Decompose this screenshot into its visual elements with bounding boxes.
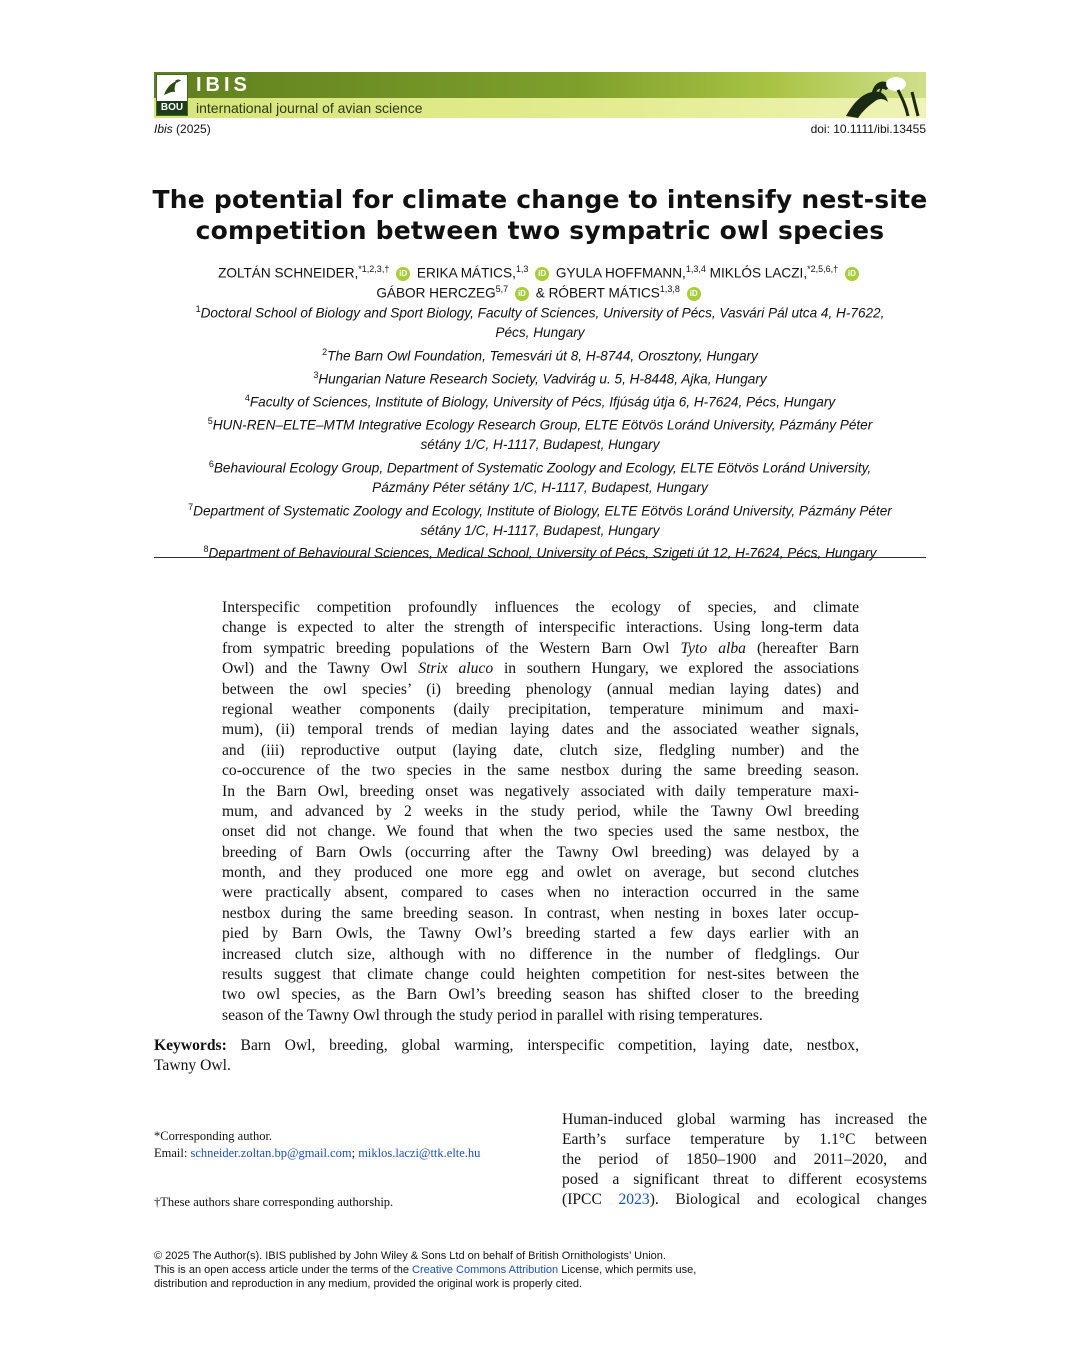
affiliation-item xyxy=(150,412,930,435)
body-text: (IPCC xyxy=(562,1191,602,1208)
affiliation-text: Hungarian Nature Research Society, Vadvirág u. 5, H-8448, Ajka, Hungary xyxy=(318,371,767,387)
introduction-column xyxy=(562,1110,927,1210)
abstract-line xyxy=(222,659,859,679)
affiliation-text: Department of Systematic Zoology and Ecology, Institute of Biology, ELTE Eötvös Loránd University, Pázmány Péter xyxy=(193,503,892,519)
email-link[interactable]: schneider.zoltan.bp@gmail.com xyxy=(190,1146,352,1160)
affiliation-item xyxy=(150,366,930,389)
body-line: Earth’s surface temperature by 1.1°C between xyxy=(562,1131,927,1148)
abstract-line: month, and they produced one more egg and owlet on average, but second clutches xyxy=(222,864,859,882)
affiliation-number: 5 xyxy=(207,416,213,427)
keywords xyxy=(154,1036,859,1076)
affiliation-item xyxy=(150,435,930,455)
author-name: ZOLTÁN SCHNEIDER, xyxy=(218,265,359,281)
affiliation-text: Pécs, Hungary xyxy=(495,325,585,341)
affiliation-item xyxy=(150,455,930,478)
license-line xyxy=(154,1263,926,1277)
abstract-line: onset did not change. We found that when the two species used the same nestbox, the xyxy=(222,823,859,841)
bou-logo xyxy=(156,74,188,116)
shared-authorship-note: †These authors share corresponding authorship. xyxy=(154,1195,394,1209)
author-name: GYULA HOFFMANN, xyxy=(555,265,686,281)
journal-name: IBIS xyxy=(196,74,251,96)
doi[interactable]: doi: 10.1111/ibi.13455 xyxy=(810,122,926,136)
author-affil-sup: *2,5,6,† xyxy=(807,264,839,274)
abstract-text: (hereafter Barn xyxy=(757,639,859,657)
license-link[interactable]: Creative Commons Attribution xyxy=(412,1264,559,1276)
author-affil-sup: 5,7 xyxy=(495,284,509,294)
citation-journal: Ibis xyxy=(154,122,173,136)
species-name: Tyto alba xyxy=(680,639,746,657)
body-line: the period of 1850–1900 and 2011–2020, and xyxy=(562,1151,927,1168)
abstract-line: between the owl species’ (i) breeding phenology (annual median laying dates) and xyxy=(222,680,859,698)
abstract-line: Interspecific competition profoundly influences the ecology of species, and climate xyxy=(222,599,859,616)
footnotes xyxy=(154,1128,534,1211)
title-line: The potential for climate change to intensify nest-site xyxy=(152,185,928,214)
affiliation-number: 4 xyxy=(244,392,250,403)
license-notice xyxy=(154,1249,926,1291)
abstract-line: mum), (ii) temporal trends of median laying dates and the associated weather signals, xyxy=(222,721,859,739)
keywords-label: Keywords: xyxy=(154,1037,227,1054)
abstract-line xyxy=(222,639,859,659)
license-text: This is an open access article under the terms of the xyxy=(154,1264,409,1276)
author-affil-sup: *1,2,3,† xyxy=(358,264,390,274)
abstract-line: regional weather components (daily precipitation, temperature minimum and maxi- xyxy=(222,700,859,718)
orcid-icon[interactable]: iD xyxy=(845,267,859,281)
body-line: Human-induced global warming has increased the xyxy=(562,1111,927,1128)
citation-year: (2025) xyxy=(176,122,211,136)
author-affil-sup: 1,3 xyxy=(515,264,529,274)
abstract-text: Owl) and the Tawny Owl xyxy=(222,660,408,678)
abstract-line: season of the Tawny Owl through the study period in parallel with rising temperatures. xyxy=(222,1006,763,1024)
email-separator: ; xyxy=(351,1146,356,1160)
author-name: & RÓBERT MÁTICS xyxy=(535,285,660,301)
affiliation-text: HUN-REN–ELTE–MTM Integrative Ecology Research Group, ELTE Eötvös Loránd University, Pázmány Péter xyxy=(212,417,873,433)
affiliation-item xyxy=(150,540,930,563)
corresponding-author-note: *Corresponding author. xyxy=(154,1129,273,1143)
affiliation-text: Pázmány Péter sétány 1/C, H-1117, Budapest, Hungary xyxy=(372,479,708,495)
orcid-icon[interactable]: iD xyxy=(535,267,549,281)
affiliations xyxy=(150,300,930,563)
citation-link[interactable]: 2023 xyxy=(618,1191,650,1208)
body-line xyxy=(562,1190,927,1210)
abstract-line: In the Barn Owl, breeding onset was negatively associated with daily temperature maxi- xyxy=(222,782,859,800)
affiliation-item xyxy=(150,300,930,323)
abstract xyxy=(222,598,859,1026)
author-affil-sup: 1,3,4 xyxy=(685,264,706,274)
affiliation-text: sétány 1/C, H-1117, Budapest, Hungary xyxy=(420,522,660,538)
abstract-line: pied by Barn Owls, the Tawny Owl’s breeding started a few days earlier with an xyxy=(222,925,859,943)
affiliation-item xyxy=(150,323,930,343)
abstract-text: in southern Hungary, we explored the associations xyxy=(503,660,859,678)
header-divider xyxy=(154,557,926,558)
keywords-line xyxy=(154,1036,859,1056)
keywords-line: Tawny Owl. xyxy=(154,1057,231,1074)
abstract-line: increased clutch size, although with no difference in the number of fledglings. Our xyxy=(222,945,859,963)
journal-tagline: international journal of avian science xyxy=(196,100,423,116)
orcid-icon[interactable]: iD xyxy=(687,287,701,301)
affiliation-item xyxy=(150,343,930,366)
bird-logo-icon xyxy=(161,77,183,101)
abstract-line: two owl species, as the Barn Owl’s breeding season has shifted closer to the breeding xyxy=(222,986,859,1004)
email-line xyxy=(154,1145,534,1162)
abstract-line: were practically absent, compared to cases when no interaction occurred in the same xyxy=(222,884,859,902)
abstract-line: results suggest that climate change could heighten competition for nest-sites between the xyxy=(222,966,859,984)
bou-logo-text: BOU xyxy=(157,101,187,115)
author-name: MIKLÓS LACZI, xyxy=(709,265,808,281)
affiliation-text: Department of Behavioural Sciences, Medical School, University of Pécs, Szigeti út 12, H-7624, Pécs, Hungary xyxy=(208,545,877,561)
title-line: competition between two sympatric owl species xyxy=(195,216,885,245)
orcid-icon[interactable]: iD xyxy=(515,287,529,301)
abstract-line: co-occurence of the two species in the same nestbox during the same breeding season. xyxy=(222,762,859,780)
keywords-text: Barn Owl, breeding, global warming, interspecific competition, laying date, nestbox, xyxy=(240,1037,859,1054)
article-title xyxy=(140,184,940,246)
affiliation-number: 6 xyxy=(208,458,214,469)
affiliation-number: 3 xyxy=(313,369,319,380)
species-name: Strix aluco xyxy=(418,660,494,678)
affiliation-number: 8 xyxy=(203,544,209,555)
banner-top-band xyxy=(154,72,926,98)
affiliation-item xyxy=(150,521,930,541)
copyright-line: © 2025 The Author(s). IBIS published by John Wiley & Sons Ltd on behalf of British Ornithologists’ Union. xyxy=(154,1250,666,1262)
abstract-line: and (iii) reproductive output (laying date, clutch size, fledgling number) and the xyxy=(222,741,859,759)
email-link[interactable]: miklos.laczi@ttk.elte.hu xyxy=(358,1146,481,1160)
ibis-bird-icon xyxy=(836,72,926,118)
affiliation-number: 2 xyxy=(322,346,328,357)
email-label: Email: xyxy=(154,1146,188,1160)
license-text: License, which permits use, xyxy=(561,1264,697,1276)
affiliation-text: Doctoral School of Biology and Sport Biology, Faculty of Sciences, University of Pécs, Vasvári Pál utca 4, H-7622, xyxy=(200,305,885,321)
affiliation-item xyxy=(150,478,930,498)
abstract-text: from sympatric breeding populations of the Western Barn Owl xyxy=(222,639,670,657)
author-name: ERIKA MÁTICS, xyxy=(416,265,516,281)
citation-info xyxy=(154,122,211,136)
affiliation-text: Behavioural Ecology Group, Department of Systematic Zoology and Ecology, ELTE Eötvös Loránd University, xyxy=(213,460,872,476)
orcid-icon[interactable]: iD xyxy=(396,267,410,281)
affiliation-item xyxy=(150,389,930,412)
affiliation-number: 7 xyxy=(188,501,194,512)
affiliation-text: sétány 1/C, H-1117, Budapest, Hungary xyxy=(420,437,660,453)
body-line: posed a significant threat to different ecosystems xyxy=(562,1171,927,1188)
body-text: ). Biological and ecological changes xyxy=(649,1191,927,1208)
affiliation-text: The Barn Owl Foundation, Temesvári út 8, H-8744, Orosztony, Hungary xyxy=(327,348,758,364)
abstract-line: breeding of Barn Owls (occurring after the Tawny Owl breeding) was delayed by a xyxy=(222,843,859,861)
author-affil-sup: 1,3,8 xyxy=(659,284,680,294)
author-name: GÁBOR HERCZEG xyxy=(376,285,496,301)
affiliation-number: 1 xyxy=(195,304,201,314)
abstract-line: change is expected to alter the strength of interspecific interactions. Using long-term data xyxy=(222,619,859,637)
abstract-line: mum, and advanced by 2 weeks in the study period, while the Tawny Owl breeding xyxy=(222,802,859,820)
journal-banner xyxy=(154,72,926,118)
abstract-line: nestbox during the same breeding season. In contrast, when nesting in boxes later occup- xyxy=(222,904,859,922)
affiliation-item xyxy=(150,498,930,521)
license-line: distribution and reproduction in any medium, provided the original work is properly cited. xyxy=(154,1278,583,1290)
affiliation-text: Faculty of Sciences, Institute of Biology, University of Pécs, Ifjúság útja 6, H-7624, Pécs, Hungary xyxy=(249,394,836,410)
